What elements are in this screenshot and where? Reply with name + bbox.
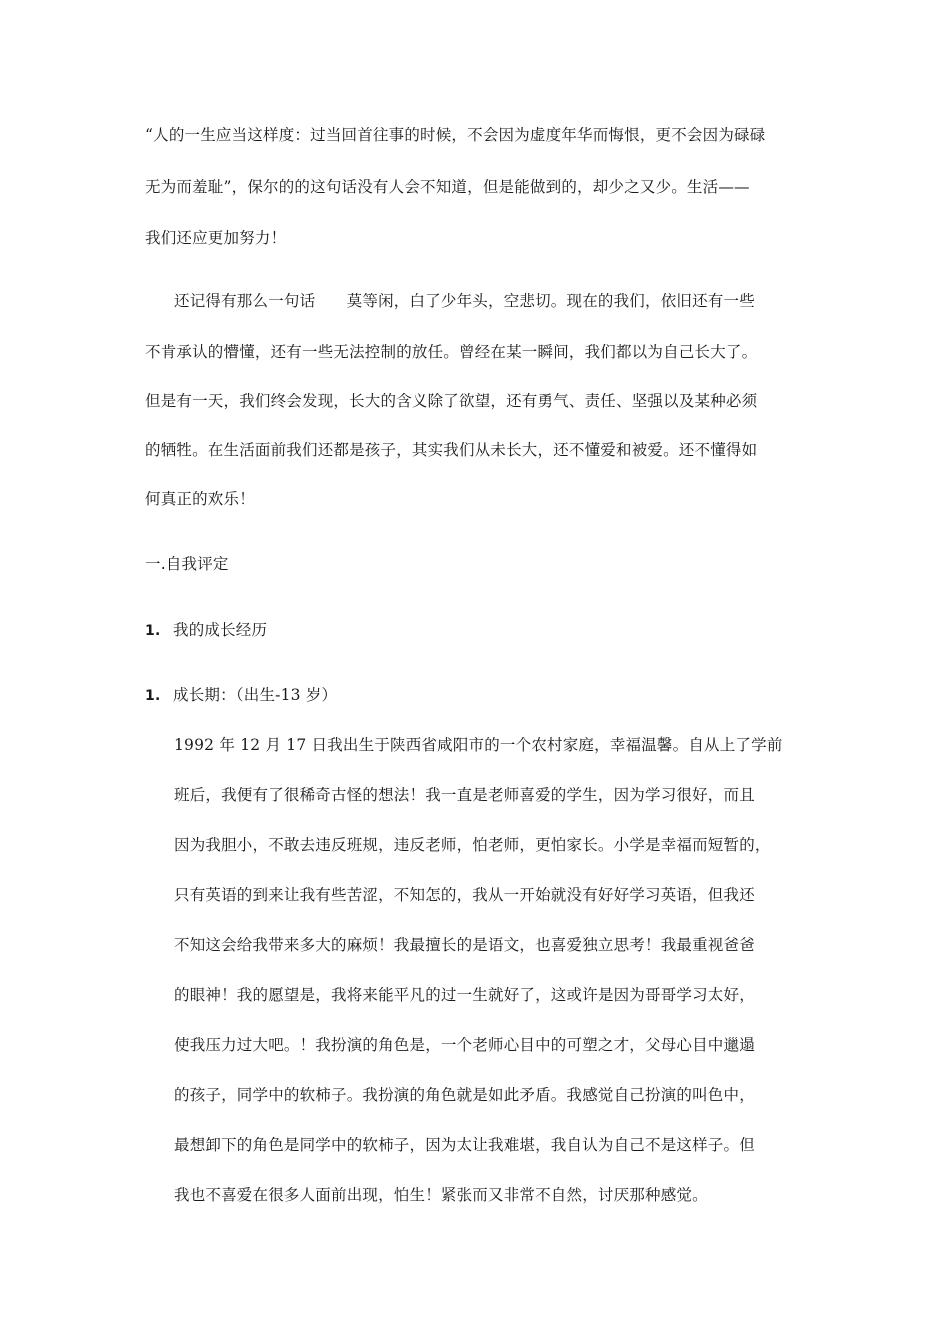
list-item-number: 1. (145, 688, 161, 704)
para2-line-3: 但是有一天，我们终会发现，长大的含义除了欲望，还有勇气、责任、坚强以及某种必须 (145, 392, 758, 410)
para2-line-2: 不肯承认的懵懂，还有一些无法控制的放任。曾经在某一瞬间，我们都以为自己长大了。 (145, 343, 758, 361)
para2-line-5: 何真正的欢乐！ (145, 490, 255, 508)
body-line-7: 使我压力过大吧。！我扮演的角色是，一个老师心目中的可塑之才，父母心目中邋遢 (174, 1036, 755, 1054)
body-line-6: 的眼神！我的愿望是，我将来能平凡的过一生就好了，这或许是因为哥哥学习太好， (174, 986, 755, 1004)
list-item-growth-period (145, 685, 337, 706)
list-item-label: 我的成长经历 (173, 621, 268, 639)
list-item-number: 1. (145, 623, 161, 639)
para2-line-1: 还记得有那么一句话 莫等闲，白了少年头，空悲切。现在的我们，依旧还有一些 (174, 292, 755, 310)
intro-line-3: 我们还应更加努力！ (145, 229, 287, 247)
para2-line-4: 的牺牲。在生活面前我们还都是孩子，其实我们从未长大，还不懂爱和被爱。还不懂得如 (145, 441, 758, 459)
intro-line-1: “人的一生应当这样度：过当回首往事的时候，不会因为虚度年华而悔恨，更不会因为碌碌 (145, 126, 766, 144)
body-line-2: 班后，我便有了很稀奇古怪的想法！我一直是老师喜爱的学生，因为学习很好，而且 (174, 786, 755, 804)
body-line-1: 1992 年 12 月 17 日我出生于陕西省咸阳市的一个农村家庭，幸福温馨。自从上了学前 (174, 736, 783, 754)
intro-line-2: 无为而羞耻”，保尔的的这句话没有人会不知道，但是能做到的，却少之又少。生活—— (145, 178, 750, 196)
body-line-9: 最想卸下的角色是同学中的软柿子，因为太让我难堪，我自认为自己不是这样子。但 (174, 1136, 755, 1154)
body-line-5: 不知这会给我带来多大的麻烦！我最擅长的是语文，也喜爱独立思考！我最重视爸爸 (174, 936, 755, 954)
section-title: 一.自我评定 (145, 555, 229, 573)
list-item-growth-history (145, 620, 267, 641)
list-item-label: 成长期：（出生-13 岁） (173, 686, 338, 704)
body-line-3: 因为我胆小，不敢去违反班规，违反老师，怕老师，更怕家长。小学是幸福而短暂的， (174, 836, 771, 854)
body-line-8: 的孩子，同学中的软柿子。我扮演的角色就是如此矛盾。我感觉自己扮演的叫色中， (174, 1086, 755, 1104)
body-line-4: 只有英语的到来让我有些苦涩，不知怎的，我从一开始就没有好好学习英语，但我还 (174, 886, 755, 904)
body-line-10: 我也不喜爱在很多人面前出现，怕生！紧张而又非常不自然，讨厌那种感觉。 (174, 1186, 708, 1204)
